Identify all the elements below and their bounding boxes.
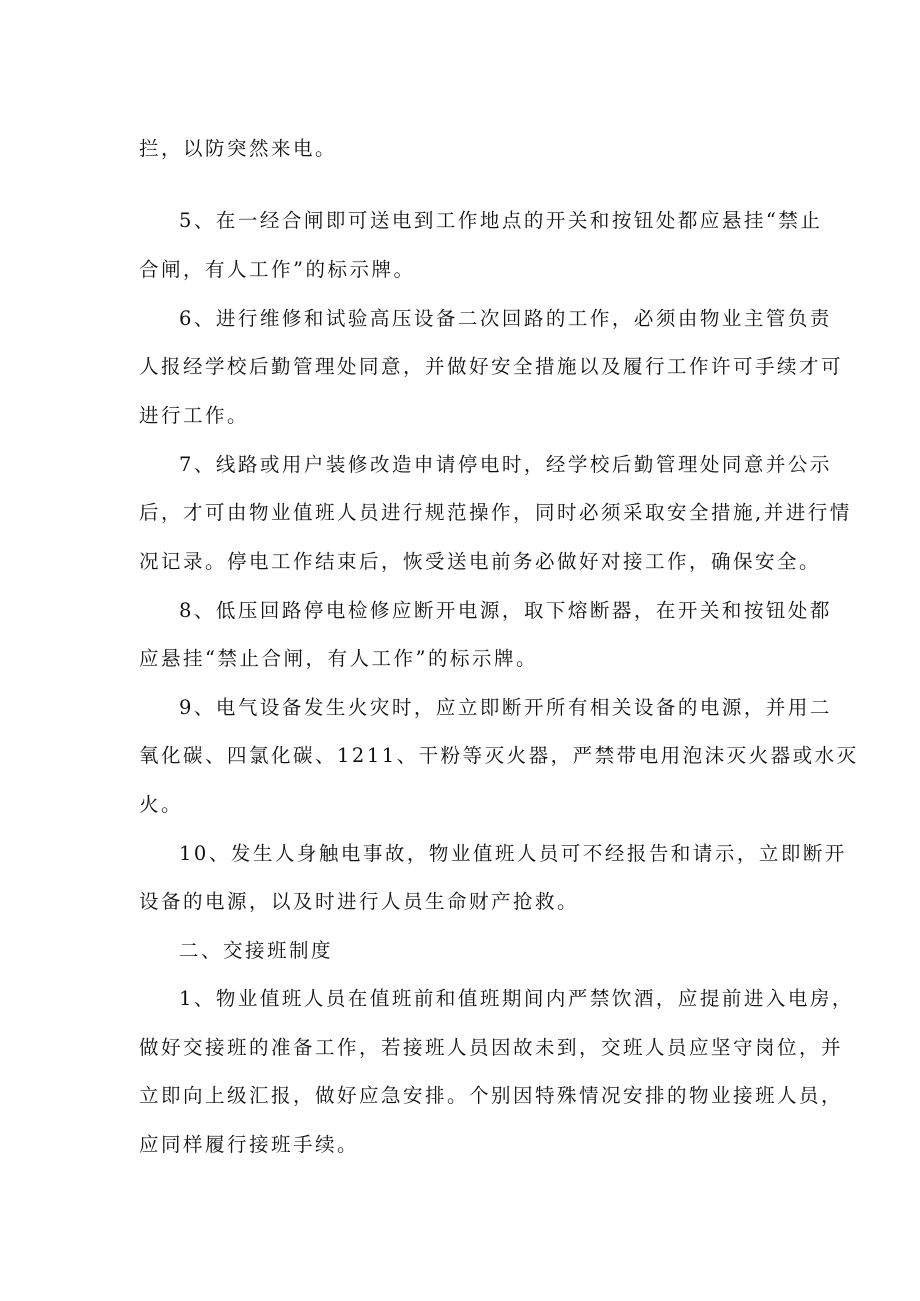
paragraph-line: 拦，以防突然来电。: [139, 137, 338, 160]
paragraph-line: 10、发生人身触电事故，物业值班人员可不经报告和请示，立即断开: [179, 842, 847, 865]
paragraph-line: 9、电气设备发生火灾时，应立即断开所有相关设备的电源，并用二: [179, 696, 832, 719]
paragraph-line: 8、低压回路停电检修应断开电源，取下熔断器，在开关和按钮处都: [179, 599, 832, 622]
paragraph-line: 进行工作。: [139, 404, 250, 427]
paragraph-line: 应同样履行接班手续。: [139, 1133, 360, 1156]
paragraph-line: 1、物业值班人员在值班前和值班期间内严禁饮酒，应提前进入电房，: [179, 987, 854, 1010]
paragraph-line: 人报经学校后勤管理处同意，并做好安全措施以及履行工作许可手续才可: [139, 355, 844, 378]
paragraph-line: 立即向上级汇报，做好应急安排。个别因特殊情况安排的物业接班人员，: [139, 1084, 844, 1107]
paragraph-line: 况记录。停电工作结束后，恢受送电前务必做好对接工作，确保安全。: [139, 550, 822, 573]
paragraph-line: 5、在一经合闸即可送电到工作地点的开关和按钮处都应悬挂“禁止: [179, 209, 823, 232]
paragraph-line: 做好交接班的准备工作，若接班人员因故未到，交班人员应坚守岗位，并: [139, 1036, 844, 1059]
paragraph-line: 设备的电源，以及时进行人员生命财产抢救。: [139, 890, 580, 913]
paragraph-line: 7、线路或用户装修改造申请停电时，经学校后勤管理处同意并公示: [179, 453, 832, 476]
section-heading: 二、交接班制度: [179, 939, 334, 962]
paragraph-line: 氧化碳、四氯化碳、1211、干粉等灭火器，严禁带电用泡沫灭火器或水灭: [139, 744, 859, 767]
paragraph-line: 火。: [139, 793, 184, 816]
paragraph-line: 后，才可由物业值班人员进行规范操作，同时必须采取安全措施,并进行情: [139, 501, 852, 524]
paragraph-line: 合闸，有人工作”的标示牌。: [139, 258, 416, 281]
paragraph-line: 应悬挂“禁止合闸，有人工作”的标示牌。: [139, 647, 538, 670]
paragraph-line: 6、进行维修和试验高压设备二次回路的工作，必须由物业主管负责: [179, 307, 832, 330]
